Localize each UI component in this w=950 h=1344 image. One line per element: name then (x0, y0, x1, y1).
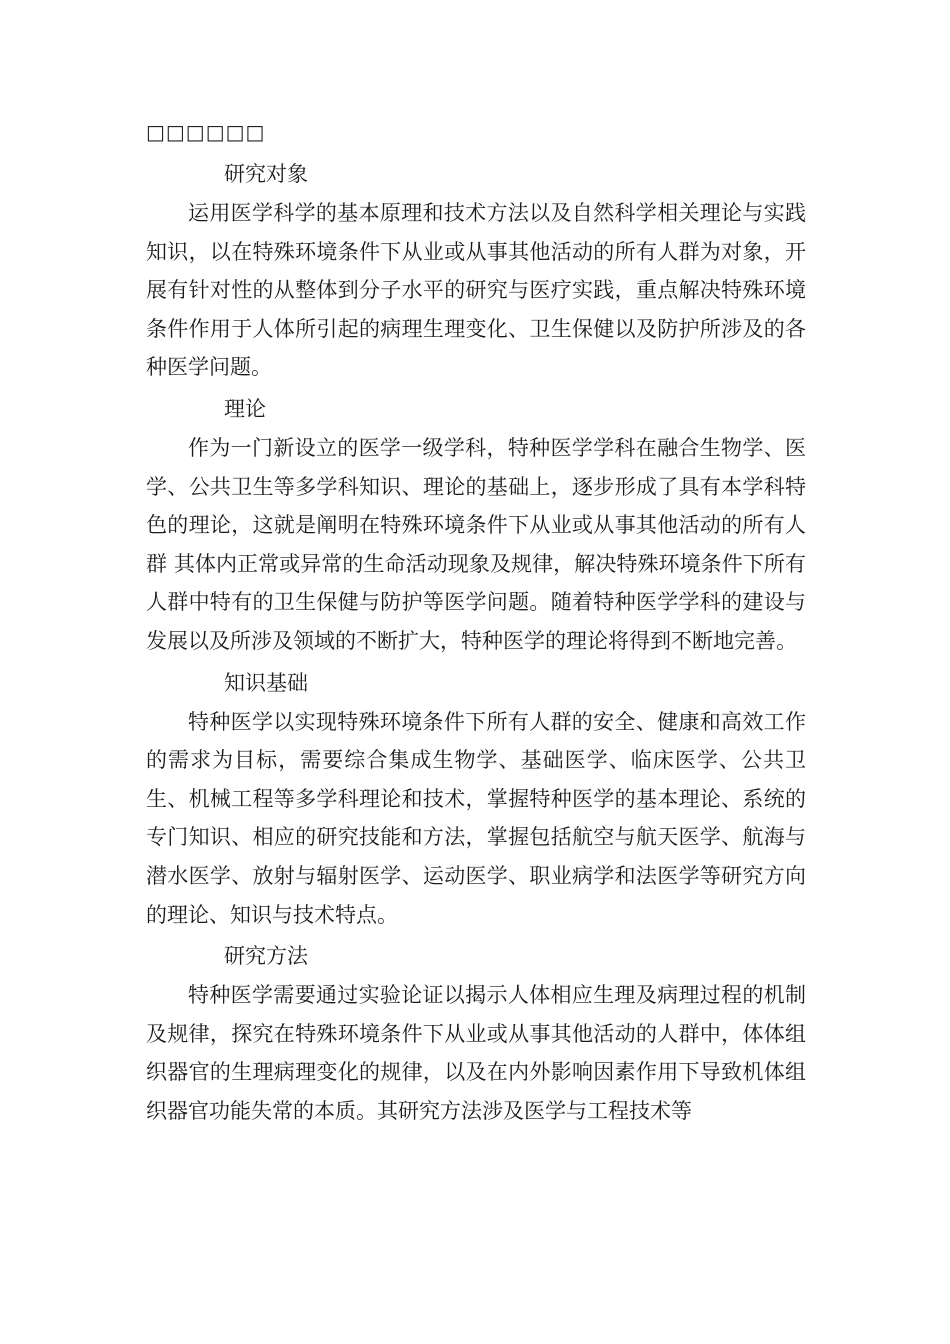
section-knowledge-base (146, 665, 806, 935)
section-paragraph: 特种医学以实现特殊环境条件下所有人群的安全、健康和高效工作的需求为目标，需要综合集成生物学、基础医学、临床医学、公共卫生、机械工程等多学科理论和技术，掌握特种医学的基本理论、系统的专门知识、相应的研究技能和方法，掌握包括航空与航天医学、航海与潜水医学、放射与辐射医学、运动医学、职业病学和法医学等研究方向的理论、知识与技术特点。 (146, 709, 806, 927)
section-research-object (146, 156, 806, 387)
document-body (146, 156, 806, 1134)
section-paragraph: 作为一门新设立的医学一级学科，特种医学学科在融合生物学、医学、公共卫生等多学科知识、理论的基础上，逐步形成了具有本学科特色的理论，这就是阐明在特殊环境条件下从业或从事其他活动的所有人群 其体内正常或异常的生命活动现象及规律，解决特殊环境条件下所有人群中特有的卫生保健与防护等医学问题。随着特种医学学科的建设与发展以及所涉及领域的不断扩大，特种医学的理论将得到不断地完善。 (146, 435, 806, 653)
section-title: 理论 (224, 396, 266, 421)
section-paragraph: 运用医学科学的基本原理和技术方法以及自然科学相关理论与实践知识，以在特殊环境条件下从业或从事其他活动的所有人群为对象，开展有针对性的从整体到分子水平的研究与医疗实践，重点解决特殊环境条件作用于人体所引起的病理生理变化、卫生保健以及防护所涉及的各种医学问题。 (146, 201, 806, 380)
section-research-methods (146, 938, 806, 1130)
section-title: 知识基础 (224, 670, 308, 695)
section-title: 研究对象 (224, 162, 308, 186)
garbled-header-text: □□□□□□ (146, 120, 266, 144)
section-theory (146, 391, 806, 661)
section-title: 研究方法 (224, 944, 308, 969)
section-paragraph: 特种医学需要通过实验论证以揭示人体相应生理及病理过程的机制及规律，探究在特殊环境条件下从业或从事其他活动的人群中，体体组织器官的生理病理变化的规律，以及在内外影响因素作用下导致机体组织器官功能失常的本质。其研究方法涉及医学与工程技术等 (146, 983, 806, 1123)
